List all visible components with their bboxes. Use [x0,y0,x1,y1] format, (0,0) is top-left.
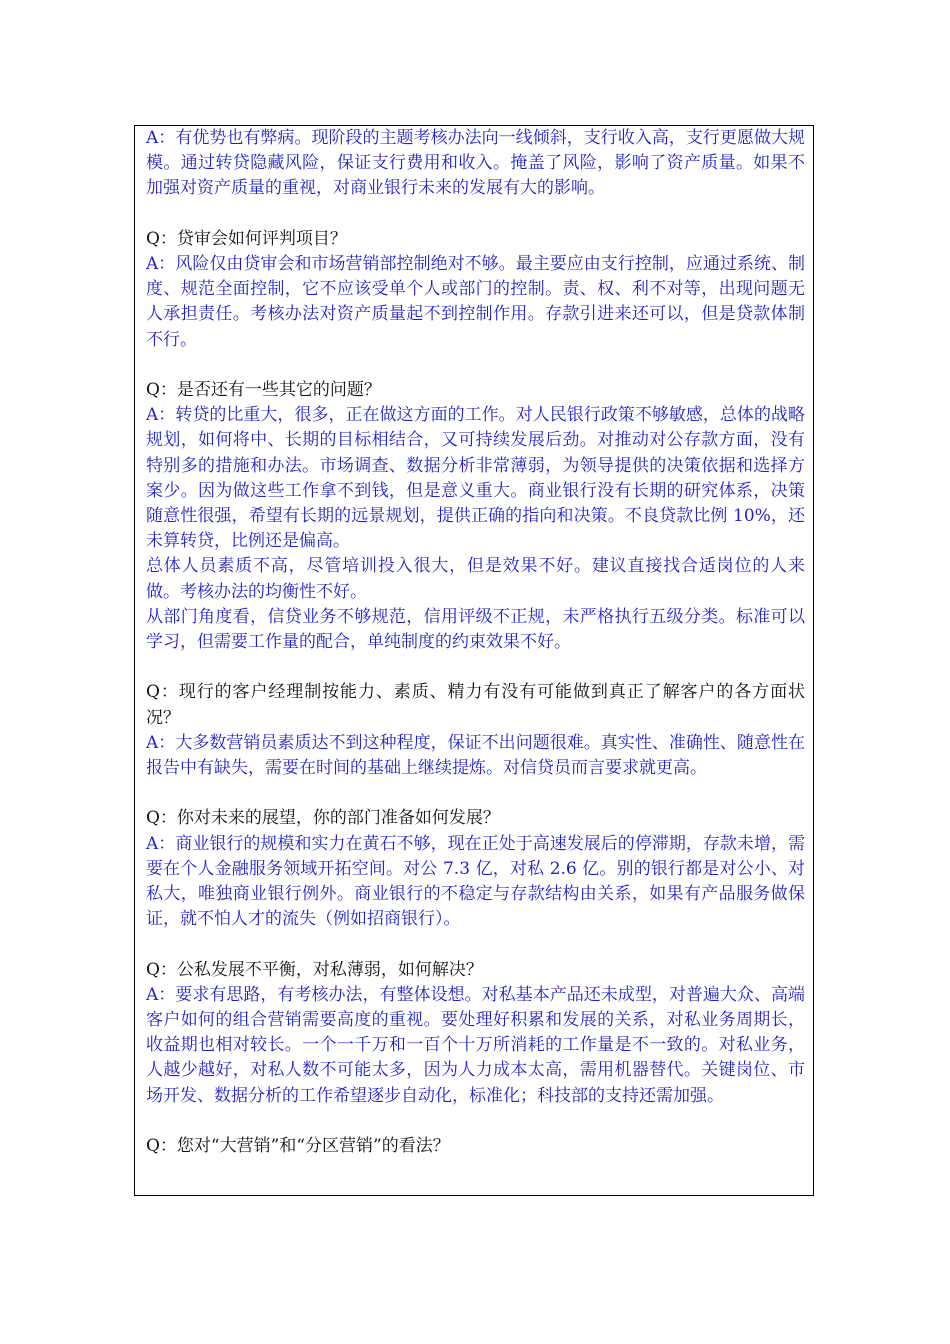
answer-paragraph: A：转贷的比重大，很多，正在做这方面的工作。对人民银行政策不够敏感，总体的战略规划，如何将中、长期的目标相结合，又可持续发展后劲。对推动对公存款方面，没有特别多的措施和办法。市场调查、数据分析非常薄弱，为领导提供的决策依据和选择方案少。因为做这些工作拿不到钱，但是意义重大。商业银行没有长期的研究体系，决策随意性很强，希望有长期的远景规划，提供正确的指向和决策。不良贷款比例 10%，还未算转贷，比例还是偏高。 [146,405,805,552]
blank-line [146,655,805,680]
question-paragraph: Q：你对未来的展望，你的部门准备如何发展？ [146,808,500,829]
answer-paragraph: A：大多数营销员素质达不到这种程度，保证不出问题很难。真实性、准确性、随意性在报告中有缺失，需要在时间的基础上继续提炼。对信贷员而言要求就更高。 [146,732,805,779]
answer-paragraph: A：有优势也有弊病。现阶段的主题考核办法向一线倾斜，支行收入高，支行更愿做大规模。通过转贷隐藏风险，保证支行费用和收入。掩盖了风险，影响了资产质量。如果不加强对资产质量的重视，对商业银行未来的发展有大的影响。 [146,128,805,199]
question-paragraph: Q：公私发展不平衡，对私薄弱，如何解决？ [146,959,483,980]
question-paragraph: Q：现行的客户经理制按能力、素质、精力有没有可能做到真正了解客户的各方面状况？ [146,682,805,728]
blank-line [146,932,805,957]
blank-line [146,781,805,806]
blank-line [146,353,805,378]
blank-line [146,1109,805,1134]
interview-text-box [134,125,814,1196]
answer-paragraph: 从部门角度看，信贷业务不够规范，信用评级不正规，未严格执行五级分类。标准可以学习，但需要工作量的配合，单纯制度的约束效果不好。 [146,606,805,653]
question-paragraph: Q：贷审会如何评判项目？ [146,228,347,249]
answer-paragraph: A：要求有思路，有考核办法，有整体设想。对私基本产品还未成型，对普遍大众、高端客户如何的组合营销需要高度的重视。要处理好积累和发展的关系，对私业务周期长，收益期也相对较长。一个一千万和一百个十万所消耗的工作量是不一致的。对私业务，人越少越好，对私人数不可能太多，因为人力成本太高，需用机器替代。关键岗位、市场开发、数据分析的工作希望逐步自动化，标准化；科技部的支持还需加强。 [146,984,805,1106]
question-paragraph: Q：您对“大营销”和“分区营销”的看法？ [146,1136,450,1157]
answer-paragraph: 总体人员素质不高，尽管培训投入很大，但是效果不好。建议直接找合适岗位的人来做。考核办法的均衡性不好。 [146,556,805,602]
answer-paragraph: A：商业银行的规模和实力在黄石不够，现在正处于高速发展后的停滞期，存款未增，需要在个人金融服务领域开拓空间。对公 7.3 亿，对私 2.6 亿。别的银行都是对公小、对私大，唯独商业银行例外。商业银行的不稳定与存款结构由关系，如果有产品服务做保证，就不怕人才的流失（例如招商银行）。 [146,833,805,930]
blank-line [146,202,805,227]
question-paragraph: Q：是否还有一些其它的问题？ [146,380,381,400]
answer-paragraph: A：风险仅由贷审会和市场营销部控制绝对不够。最主要应由支行控制，应通过系统、制度、规范全面控制，它不应该受单个人或部门的控制。责、权、利不对等，出现问题无人承担责任。考核办法对资产质量起不到控制作用。存款引进来还可以，但是贷款体制不行。 [146,254,805,350]
